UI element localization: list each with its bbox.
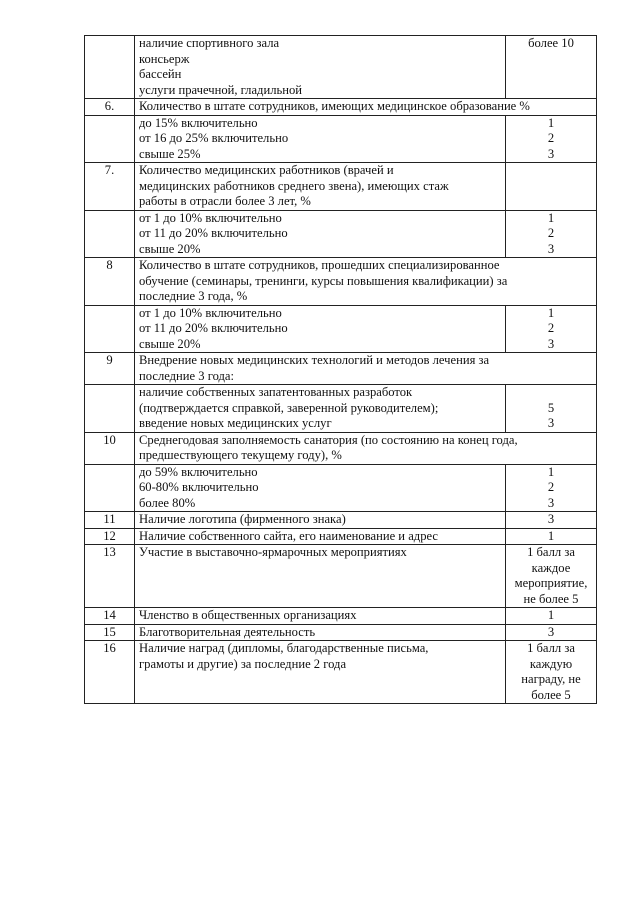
table-row (85, 464, 597, 512)
points-line: 3 (547, 512, 555, 526)
criterion-line: обучение (семинары, тренинги, курсы повышения квалификации) за (139, 273, 508, 288)
row-number (85, 385, 135, 433)
row-number (85, 36, 135, 99)
row-number: 16 (85, 641, 135, 704)
criterion-line: Благотворительная деятельность (139, 624, 316, 639)
points-cell (506, 641, 597, 704)
criterion-line: наличие собственных запатентованных разработок (139, 385, 413, 399)
criterion-line: Количество медицинских работников (врачей и (139, 163, 394, 177)
table-row (85, 624, 597, 641)
criteria-table (84, 35, 597, 704)
table-row (85, 385, 597, 433)
points-line: 2 (547, 131, 555, 145)
points-line: 2 (547, 480, 555, 494)
criterion-cell (135, 432, 597, 464)
table-row (85, 163, 597, 211)
points-line: 3 (547, 495, 555, 510)
criterion-cell (135, 210, 506, 258)
criterion-line: от 11 до 20% включительно (139, 321, 288, 335)
table-row (85, 115, 597, 163)
points-line: 1 (547, 210, 555, 225)
points-cell (506, 608, 597, 625)
points-line: мероприятие, (514, 576, 588, 590)
criterion-line: Количество в штате сотрудников, имеющих медицинское образование % (139, 99, 530, 113)
criterion-cell (135, 385, 506, 433)
criterion-line: грамоты и другие) за последние 2 года (139, 656, 347, 671)
row-number: 6. (85, 99, 135, 116)
points-cell (506, 528, 597, 545)
points-line: 5 (547, 400, 555, 415)
criterion-line: медицинских работников среднего звена), имеющих стаж (139, 178, 449, 193)
criterion-cell (135, 641, 506, 704)
criterion-cell (135, 624, 506, 641)
criterion-cell (135, 545, 506, 608)
criterion-line: 60-80% включительно (139, 480, 259, 494)
table-row (85, 641, 597, 704)
criterion-line: от 1 до 10% включительно (139, 305, 282, 320)
points-line: 2 (547, 226, 555, 240)
criterion-line: консьерж (139, 51, 190, 66)
criterion-line: введение новых медицинских услуг (139, 416, 332, 430)
criterion-cell (135, 464, 506, 512)
criterion-cell (135, 99, 597, 116)
criterion-line: от 1 до 10% включительно (139, 210, 282, 225)
points-line: каждое (531, 560, 571, 575)
criterion-line: более 80% (139, 495, 196, 510)
points-cell (506, 115, 597, 163)
points-line: 2 (547, 321, 555, 335)
points-line: 1 (547, 464, 555, 479)
points-line: 3 (547, 146, 555, 161)
criterion-line: Среднегодовая заполняемость санатория (по состоянию на конец года, (139, 432, 518, 447)
points-line: 3 (547, 624, 555, 639)
points-line: 1 балл за (527, 641, 575, 655)
criterion-line: свыше 25% (139, 146, 201, 161)
points-line: 1 (547, 528, 555, 543)
row-number (85, 305, 135, 353)
table-row (85, 36, 597, 99)
table-row (85, 258, 597, 306)
row-number: 9 (85, 353, 135, 385)
criteria-table-body (85, 36, 597, 704)
row-number (85, 115, 135, 163)
points-line: 1 (547, 115, 555, 130)
criterion-line: предшествующего текущему году), % (139, 448, 342, 462)
points-cell (506, 545, 597, 608)
points-cell (506, 464, 597, 512)
table-row (85, 432, 597, 464)
table-row (85, 99, 597, 116)
criterion-line: Внедрение новых медицинских технологий и методов лечения за (139, 353, 490, 367)
criterion-line: последние 3 года, % (139, 289, 248, 303)
points-line (510, 385, 592, 401)
criterion-cell (135, 353, 597, 385)
criterion-line: Наличие логотипа (фирменного знака) (139, 512, 346, 526)
criterion-line: Количество в штате сотрудников, прошедших специализированное (139, 258, 500, 272)
criterion-cell (135, 36, 506, 99)
criterion-line: бассейн (139, 67, 182, 81)
criterion-line: Наличие наград (дипломы, благодарственные письма, (139, 641, 429, 655)
table-row (85, 305, 597, 353)
points-cell (506, 512, 597, 529)
points-line: 1 балл за (527, 545, 575, 559)
points-line: 1 (547, 305, 555, 320)
criterion-line: Участие в выставочно-ярмарочных мероприятиях (139, 545, 407, 559)
points-line: каждую (529, 656, 573, 671)
row-number (85, 210, 135, 258)
points-cell (506, 163, 597, 211)
table-row (85, 545, 597, 608)
criterion-cell (135, 115, 506, 163)
points-line: не более 5 (523, 591, 579, 606)
criterion-cell (135, 305, 506, 353)
criterion-line: Наличие собственного сайта, его наименование и адрес (139, 528, 438, 543)
row-number: 12 (85, 528, 135, 545)
table-row (85, 528, 597, 545)
points-cell (506, 624, 597, 641)
criterion-line: последние 3 года: (139, 368, 235, 383)
criterion-cell (135, 608, 506, 625)
criterion-line: (подтверждается справкой, заверенной руководителем); (139, 400, 439, 415)
points-line: 1 (547, 608, 555, 622)
points-cell (506, 210, 597, 258)
points-line: 3 (547, 416, 555, 430)
criterion-line: от 16 до 25% включительно (139, 131, 289, 145)
table-row (85, 353, 597, 385)
points-cell (506, 36, 597, 99)
criterion-line: Членство в общественных организациях (139, 608, 357, 622)
row-number: 8 (85, 258, 135, 306)
row-number: 14 (85, 608, 135, 625)
row-number: 13 (85, 545, 135, 608)
criterion-cell (135, 163, 506, 211)
row-number (85, 464, 135, 512)
points-line: более 10 (528, 36, 574, 50)
table-row (85, 210, 597, 258)
points-line: 3 (547, 241, 555, 256)
criterion-cell (135, 512, 506, 529)
points-line: более 5 (531, 687, 571, 702)
criterion-cell (135, 528, 506, 545)
points-cell (506, 305, 597, 353)
points-line: награду, не (521, 672, 581, 686)
row-number: 11 (85, 512, 135, 529)
points-cell (506, 385, 597, 433)
points-line: 3 (547, 336, 555, 351)
criterion-line: от 11 до 20% включительно (139, 226, 288, 240)
criterion-line: услуги прачечной, гладильной (139, 82, 303, 97)
table-row (85, 608, 597, 625)
table-row (85, 512, 597, 529)
criterion-line: наличие спортивного зала (139, 36, 280, 50)
row-number: 7. (85, 163, 135, 211)
row-number: 15 (85, 624, 135, 641)
row-number: 10 (85, 432, 135, 464)
criterion-line: свыше 20% (139, 336, 201, 351)
criterion-line: свыше 20% (139, 241, 201, 256)
criterion-line: работы в отрасли более 3 лет, % (139, 194, 311, 208)
criterion-line: до 59% включительно (139, 464, 258, 479)
criterion-line: до 15% включительно (139, 115, 258, 130)
criterion-cell (135, 258, 597, 306)
